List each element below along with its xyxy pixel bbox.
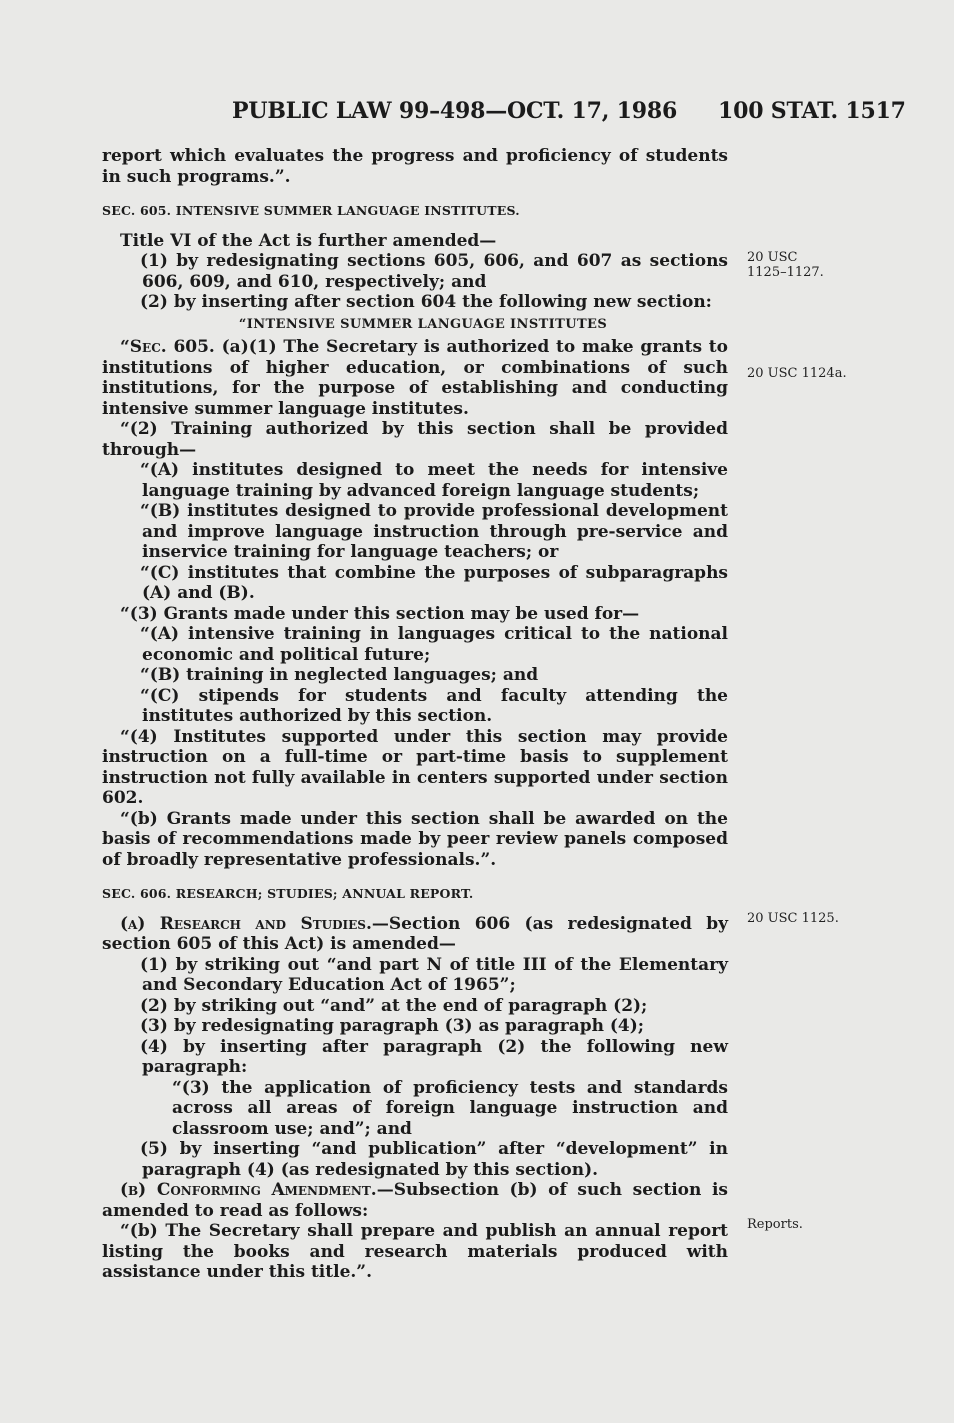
margin-note-usc-1125: 20 USC 1125. — [747, 911, 839, 926]
paragraph: Title VI of the Act is further amended— — [120, 230, 497, 251]
paragraph: (4) by inserting after paragraph (2) the following new paragraph: — [140, 1036, 728, 1077]
paragraph: “(C) stipends for students and faculty attending the institutes authorized by this section. — [140, 685, 728, 726]
paragraph: “(2) Training authorized by this section shall be provided through— — [102, 419, 728, 460]
paragraph: “(3) Grants made under this section may be used for— — [120, 603, 640, 624]
paragraph: “(C) institutes that combine the purposes of subparagraphs (A) and (B). — [140, 562, 728, 603]
paragraph-text: (a)(1) The Secretary is authorized to make grants to institutions of higher education, or combinations of such institutions, for the purpose of establishing and conducting intensive summer language institutes. — [102, 337, 728, 419]
margin-note-usc-1125-1127 — [747, 250, 824, 280]
paragraph: “(A) institutes designed to meet the needs for intensive language training by advanced foreign language students; — [140, 460, 728, 501]
paragraph: “(B) institutes designed to provide professional development and improve language instruction through pre-service and inservice training for language teachers; or — [140, 501, 728, 562]
section-lead: “Sec. 605. — [120, 337, 215, 357]
section-606-heading: SEC. 606. RESEARCH; STUDIES; ANNUAL REPORT. — [102, 886, 474, 901]
paragraph: (1) by striking out “and part N of title III of the Elementary and Secondary Education Act of 1965”; — [140, 954, 728, 995]
page-header — [0, 96, 954, 136]
paragraph: (2) by inserting after section 604 the following new section: — [140, 292, 712, 312]
paragraph: (3) by redesignating paragraph (3) as paragraph (4); — [140, 1016, 645, 1036]
paragraph: report which evaluates the progress and proficiency of students in such programs.”. — [102, 146, 728, 187]
margin-note-line: 1125–1127. — [747, 265, 824, 280]
paragraph: (2) by striking out “and” at the end of paragraph (2); — [140, 995, 648, 1016]
margin-note-reports: Reports. — [747, 1217, 803, 1232]
paragraph — [102, 914, 728, 955]
subsection-lead: (a) Research and Studies. — [120, 913, 372, 934]
margin-note-line: 20 USC — [747, 250, 798, 265]
statute-page-number: 100 STAT. 1517 — [718, 98, 906, 124]
paragraph: “(b) The Secretary shall prepare and publish an annual report listing the books and research materials produced with assistance under this title.”. — [102, 1221, 728, 1282]
paragraph: “(4) Institutes supported under this section may provide instruction on a full-time or part-time basis to supplement instruction not fully available in centers supported under section 602. — [102, 726, 728, 808]
section-605-heading: SEC. 605. INTENSIVE SUMMER LANGUAGE INSTITUTES. — [102, 203, 520, 218]
paragraph — [102, 337, 728, 419]
subsection-lead: (b) Conforming Amendment. — [120, 1180, 377, 1200]
paragraph — [102, 1180, 728, 1221]
paragraph: “(b) Grants made under this section shall be awarded on the basis of recommendations made by peer review panels composed of broadly representative professionals.”. — [102, 808, 728, 870]
paragraph: “(3) the application of proficiency tests and standards across all areas of foreign language instruction and classroom use; and”; and — [172, 1077, 728, 1139]
paragraph: “(A) intensive training in languages critical to the national economic and political future; — [140, 624, 728, 665]
margin-note-usc-1124a: 20 USC 1124a. — [747, 366, 847, 381]
paragraph-text: —Subsection (b) of such section is amended to read as follows: — [102, 1180, 728, 1221]
paragraph-text: —Section 606 (as redesignated by section 605 of this Act) is amended— — [102, 913, 728, 954]
paragraph: (1) by redesignating sections 605, 606, and 607 as sections 606, 609, and 610, respectively; and — [140, 251, 728, 292]
running-title: PUBLIC LAW 99–498—OCT. 17, 1986 — [232, 98, 678, 124]
paragraph: “(B) training in neglected languages; and — [140, 665, 539, 685]
inner-section-heading: “INTENSIVE SUMMER LANGUAGE INSTITUTES — [238, 316, 608, 332]
paragraph: (5) by inserting “and publication” after “development” in paragraph (4) (as redesignated by this section). — [140, 1139, 728, 1180]
body-text — [102, 146, 728, 1283]
